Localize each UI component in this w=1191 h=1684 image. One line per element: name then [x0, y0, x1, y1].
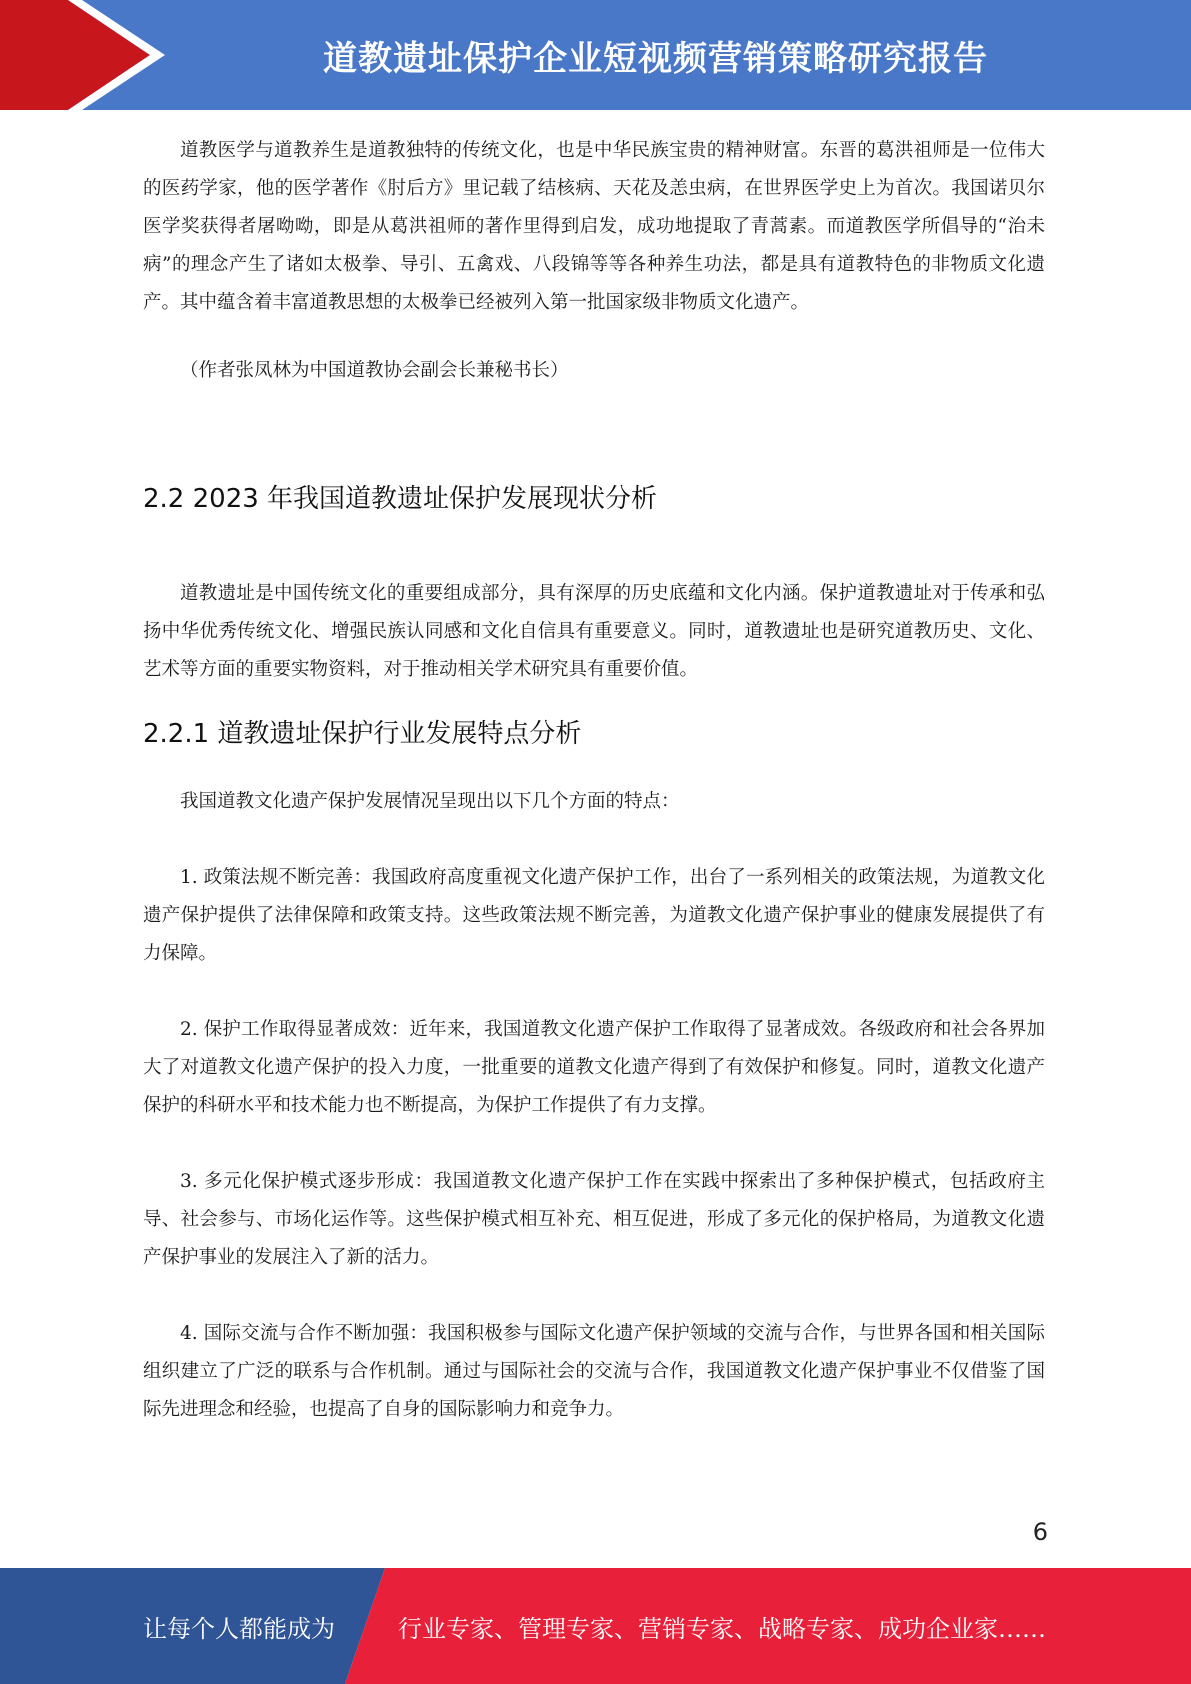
page-number: 6 — [1032, 1518, 1048, 1546]
author-note: （作者张凤林为中国道教协会副会长兼秘书长） — [180, 360, 569, 381]
list-item-4: 4. 国际交流与合作不断加强：我国积极参与国际文化遗产保护领域的交流与合作，与世界各国和相关国际组织建立了广泛的联系与合作机制。通过与国际社会的交流与合作，我国道教文化遗产保护事业不仅借鉴了国际先进理念和经验，也提高了自身的国际影响力和竞争力。 — [143, 1323, 1045, 1420]
page-content — [143, 132, 1045, 1429]
list-item-3: 3. 多元化保护模式逐步形成：我国道教文化遗产保护工作在实践中探索出了多种保护模式，包括政府主导、社会参与、市场化运作等。这些保护模式相互补充、相互促进，形成了多元化的保护格局，为道教文化遗产保护事业的发展注入了新的活力。 — [143, 1171, 1045, 1268]
paragraph-site-importance: 道教遗址是中国传统文化的重要组成部分，具有深厚的历史底蕴和文化内涵。保护道教遗址对于传承和弘扬中华优秀传统文化、增强民族认同感和文化自信具有重要意义。同时，道教遗址也是研究道教历史、文化、艺术等方面的重要实物资料，对于推动相关学术研究具有重要价值。 — [143, 583, 1045, 680]
list-item-1: 1. 政策法规不断完善：我国政府高度重视文化遗产保护工作，出台了一系列相关的政策法规，为道教文化遗产保护提供了法律保障和政策支持。这些政策法规不断完善，为道教文化遗产保护事业的健康发展提供了有力保障。 — [143, 867, 1045, 964]
section-heading-2-2: 2.2 2023 年我国道教遗址保护发展现状分析 — [143, 484, 658, 514]
report-title: 道教遗址保护企业短视频营销策略研究报告 — [323, 38, 988, 79]
list-intro: 我国道教文化遗产保护发展情况呈现出以下几个方面的特点： — [180, 791, 680, 812]
page-footer — [0, 1568, 1191, 1684]
footer-slogan-right: 行业专家、管理专家、营销专家、战略专家、成功企业家…… — [398, 1614, 1046, 1643]
paragraph-taoist-medicine: 道教医学与道教养生是道教独特的传统文化，也是中华民族宝贵的精神财富。东晋的葛洪祖师是一位伟大的医药学家，他的医学著作《肘后方》里记载了结核病、天花及恙虫病，在世界医学史上为首次。我国诺贝尔医学奖获得者屠呦呦，即是从葛洪祖师的著作里得到启发，成功地提取了青蒿素。而道教医学所倡导的“治未病”的理念产生了诸如太极拳、导引、五禽戏、八段锦等等各种养生功法，都是具有道教特色的非物质文化遗产。其中蕴含着丰富道教思想的太极拳已经被列入第一批国家级非物质文化遗产。 — [143, 140, 1045, 313]
list-item-2: 2. 保护工作取得显著成效：近年来，我国道教文化遗产保护工作取得了显著成效。各级政府和社会各界加大了对道教文化遗产保护的投入力度，一批重要的道教文化遗产得到了有效保护和修复。同时，道教文化遗产保护的科研水平和技术能力也不断提高，为保护工作提供了有力支撑。 — [143, 1019, 1045, 1116]
section-heading-2-2-1: 2.2.1 道教遗址保护行业发展特点分析 — [143, 719, 582, 749]
footer-slogan-left: 让每个人都能成为 — [143, 1614, 335, 1643]
page-header — [0, 0, 1191, 110]
